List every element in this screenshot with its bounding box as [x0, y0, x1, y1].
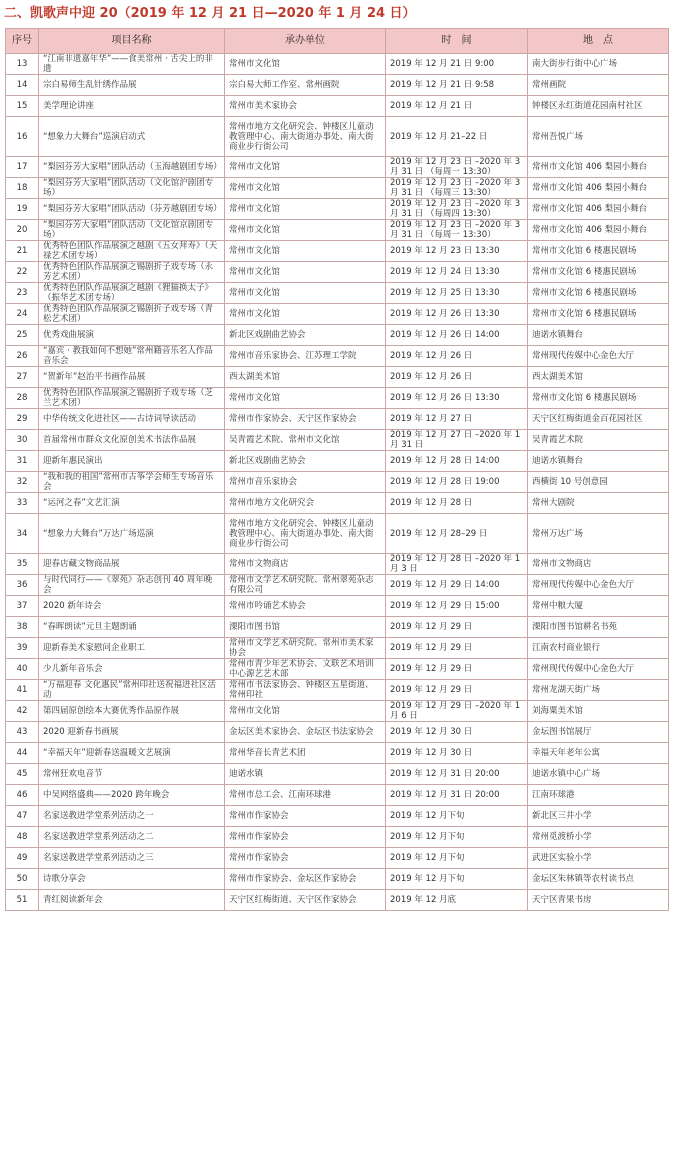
row-organizer: 常州市音乐家协会、江苏理工学院	[225, 346, 386, 367]
row-index: 37	[6, 596, 39, 617]
row-organizer: 常州市文化馆	[225, 157, 386, 178]
row-time: 2019 年 12 月 26 日 13:30	[386, 304, 528, 325]
row-location: 新北区三井小学	[528, 806, 669, 827]
row-location: 常州市文化馆 406 梨园小舞台	[528, 157, 669, 178]
table-row	[6, 554, 669, 575]
row-location: 刘海粟美术馆	[528, 701, 669, 722]
row-project: 优秀特色团队作品展演之锡剧折子戏专场（芝兰艺术团）	[39, 388, 225, 409]
table-row	[6, 220, 669, 241]
row-location: 常州市文化馆 406 梨园小舞台	[528, 220, 669, 241]
row-organizer: 常州市文化馆	[225, 220, 386, 241]
row-location: 常州市文化馆 6 楼惠民剧场	[528, 283, 669, 304]
row-index: 28	[6, 388, 39, 409]
row-time: 2019 年 12 月 21 日 9:00	[386, 54, 528, 75]
row-index: 45	[6, 764, 39, 785]
row-index: 27	[6, 367, 39, 388]
header-time: 时 间	[386, 29, 528, 54]
row-location: 常州万达广场	[528, 514, 669, 554]
row-location: 常州现代传媒中心金色大厅	[528, 575, 669, 596]
table-row	[6, 451, 669, 472]
table-row	[6, 199, 669, 220]
row-location: 南大街步行街中心广场	[528, 54, 669, 75]
row-time: 2019 年 12 月 29 日 14:00	[386, 575, 528, 596]
row-organizer: 吴青霞艺术院、常州市文化馆	[225, 430, 386, 451]
row-location: 常州吾悦广场	[528, 117, 669, 157]
row-location: 西横街 10 号创意园	[528, 472, 669, 493]
row-time: 2019 年 12 月 29 日	[386, 617, 528, 638]
row-location: 常州市文化馆 6 楼惠民剧场	[528, 304, 669, 325]
row-time: 2019 年 12 月 28 日 –2020 年 1 月 3 日	[386, 554, 528, 575]
row-project: “运河之春”文艺汇演	[39, 493, 225, 514]
row-index: 50	[6, 869, 39, 890]
row-location: 江南环球港	[528, 785, 669, 806]
row-index: 22	[6, 262, 39, 283]
row-time: 2019 年 12 月 31 日 20:00	[386, 764, 528, 785]
row-index: 26	[6, 346, 39, 367]
row-organizer: 常州市文化馆	[225, 241, 386, 262]
row-index: 38	[6, 617, 39, 638]
row-location: 金坛区朱林镇等农村读书点	[528, 869, 669, 890]
table-row	[6, 764, 669, 785]
row-project: “我和我的祖国”常州市古筝学会师生专场音乐会	[39, 472, 225, 493]
row-project: “嘉宾 · 教我如何不想她”常州籍音乐名人作品音乐会	[39, 346, 225, 367]
table-row	[6, 638, 669, 659]
row-organizer: 常州市作家协会	[225, 806, 386, 827]
row-organizer: 新北区戏剧曲艺协会	[225, 325, 386, 346]
row-project: “想象力大舞台”万达广场巡演	[39, 514, 225, 554]
table-row	[6, 514, 669, 554]
events-table	[5, 28, 669, 911]
row-index: 33	[6, 493, 39, 514]
table-row	[6, 75, 669, 96]
table-row	[6, 262, 669, 283]
row-location: 迪诺水镇舞台	[528, 451, 669, 472]
row-time: 2019 年 12 月 23 日 –2020 年 3 月 31 日 （每周四 13:30）	[386, 199, 528, 220]
row-location: 溧阳市图书馆耕名书苑	[528, 617, 669, 638]
row-index: 44	[6, 743, 39, 764]
table-body	[6, 54, 669, 911]
row-location: 常州觅渡桥小学	[528, 827, 669, 848]
row-organizer: 迪诺水镇	[225, 764, 386, 785]
row-location: 江南农村商业银行	[528, 638, 669, 659]
row-index: 29	[6, 409, 39, 430]
row-project: 名家送教进学堂系列活动之二	[39, 827, 225, 848]
row-project: “梨园芬芳大家唱”团队活动（芬芳越剧团专场）	[39, 199, 225, 220]
row-index: 42	[6, 701, 39, 722]
row-time: 2019 年 12 月 25 日 13:30	[386, 283, 528, 304]
row-project: 名家送教进学堂系列活动之一	[39, 806, 225, 827]
row-project: “贺新年”赵治平书画作品展	[39, 367, 225, 388]
row-time: 2019 年 12 月下旬	[386, 869, 528, 890]
table-row	[6, 680, 669, 701]
row-time: 2019 年 12 月下旬	[386, 827, 528, 848]
row-location: 西太湖美术馆	[528, 367, 669, 388]
row-location: 武进区实验小学	[528, 848, 669, 869]
row-index: 25	[6, 325, 39, 346]
row-time: 2019 年 12 月 29 日	[386, 659, 528, 680]
header-project: 项目名称	[39, 29, 225, 54]
row-index: 16	[6, 117, 39, 157]
row-time: 2019 年 12 月 23 日 –2020 年 3 月 31 日 （每周一 13:30）	[386, 157, 528, 178]
table-row	[6, 848, 669, 869]
row-organizer: 常州市文化馆	[225, 701, 386, 722]
row-location: 常州市文化馆 406 梨园小舞台	[528, 199, 669, 220]
table-row	[6, 367, 669, 388]
table-row	[6, 701, 669, 722]
row-organizer: 常州市地方文化研究会、钟楼区儿童动教管理中心、南大街道办事处、南大街商业步行街公司	[225, 514, 386, 554]
row-index: 21	[6, 241, 39, 262]
row-location: 迪诺水镇中心广场	[528, 764, 669, 785]
row-project: 首届常州市群众文化原创美术书法作品展	[39, 430, 225, 451]
row-time: 2019 年 12 月 23 日 –2020 年 3 月 31 日 （每周一 13:30）	[386, 220, 528, 241]
table-row	[6, 325, 669, 346]
row-project: 优秀特色团队作品展演之锡剧折子戏专场（永芳艺术团）	[39, 262, 225, 283]
row-index: 49	[6, 848, 39, 869]
row-index: 15	[6, 96, 39, 117]
row-location: 天宁区红梅街道金百花园社区	[528, 409, 669, 430]
row-index: 48	[6, 827, 39, 848]
row-time: 2019 年 12 月 28 日 19:00	[386, 472, 528, 493]
row-location: 常州市文物商店	[528, 554, 669, 575]
row-organizer: 常州市文化馆	[225, 54, 386, 75]
row-organizer: 常州市文化馆	[225, 178, 386, 199]
row-location: 迪诺水镇舞台	[528, 325, 669, 346]
table-row	[6, 722, 669, 743]
table-row	[6, 785, 669, 806]
row-organizer: 常州市总工会、江南环球港	[225, 785, 386, 806]
row-time: 2019 年 12 月 26 日	[386, 346, 528, 367]
row-organizer: 天宁区红梅街道、天宁区作家协会	[225, 890, 386, 911]
table-row	[6, 304, 669, 325]
row-location: 常州市文化馆 6 楼惠民剧场	[528, 262, 669, 283]
table-row	[6, 743, 669, 764]
row-project: 中华传统文化进社区——古诗词导读活动	[39, 409, 225, 430]
row-location: 幸福天年老年公寓	[528, 743, 669, 764]
row-location: 常州龙湖天街广场	[528, 680, 669, 701]
table-row	[6, 157, 669, 178]
row-index: 14	[6, 75, 39, 96]
row-time: 2019 年 12 月 26 日	[386, 367, 528, 388]
row-organizer: 常州市作家协会、金坛区作家协会	[225, 869, 386, 890]
row-location: 天宁区青果书房	[528, 890, 669, 911]
row-organizer: 常州市地方文化研究会、钟楼区儿童动教管理中心、南大街道办事处、南大街商业步行街公司	[225, 117, 386, 157]
row-project: 2020 迎新春书画展	[39, 722, 225, 743]
row-index: 47	[6, 806, 39, 827]
row-time: 2019 年 12 月 27 日	[386, 409, 528, 430]
row-project: 美学理论讲座	[39, 96, 225, 117]
row-organizer: 常州市文化馆	[225, 262, 386, 283]
row-index: 46	[6, 785, 39, 806]
row-time: 2019 年 12 月 29 日	[386, 638, 528, 659]
table-row	[6, 117, 669, 157]
row-project: 优秀戏曲展演	[39, 325, 225, 346]
page-title: 二、凯歌声中迎 20（2019 年 12 月 21 日—2020 年 1 月 24 日）	[4, 6, 416, 21]
row-location: 常州市文化馆 6 楼惠民剧场	[528, 388, 669, 409]
row-index: 39	[6, 638, 39, 659]
table-row	[6, 283, 669, 304]
row-project: “梨园芬芳大家唱”团队活动（文化馆京剧团专场）	[39, 220, 225, 241]
row-project: 优秀特色团队作品展演之锡剧折子戏专场（青松艺术团）	[39, 304, 225, 325]
row-index: 35	[6, 554, 39, 575]
row-index: 19	[6, 199, 39, 220]
row-time: 2019 年 12 月 23 日 13:30	[386, 241, 528, 262]
table-row	[6, 659, 669, 680]
table-row	[6, 409, 669, 430]
row-index: 18	[6, 178, 39, 199]
row-time: 2019 年 12 月 23 日 –2020 年 3 月 31 日 （每周三 13:30）	[386, 178, 528, 199]
row-time: 2019 年 12 月 26 日 14:00	[386, 325, 528, 346]
row-index: 17	[6, 157, 39, 178]
row-project: 第四届原创绘本大赛优秀作品原作展	[39, 701, 225, 722]
row-time: 2019 年 12 月 30 日	[386, 743, 528, 764]
row-organizer: 西太湖美术馆	[225, 367, 386, 388]
row-organizer: 常州市文化馆	[225, 304, 386, 325]
row-index: 20	[6, 220, 39, 241]
row-index: 31	[6, 451, 39, 472]
row-organizer: 常州市文化馆	[225, 388, 386, 409]
table-row	[6, 388, 669, 409]
row-index: 51	[6, 890, 39, 911]
row-time: 2019 年 12 月 29 日 –2020 年 1 月 6 日	[386, 701, 528, 722]
row-time: 2019 年 12 月 21 日	[386, 96, 528, 117]
table-row	[6, 241, 669, 262]
row-project: 名家送教进学堂系列活动之三	[39, 848, 225, 869]
row-location: 常州市文化馆 406 梨园小舞台	[528, 178, 669, 199]
row-organizer: 新北区戏剧曲艺协会	[225, 451, 386, 472]
row-project: 迎春店藏文物商品展	[39, 554, 225, 575]
row-project: 诗歌分享会	[39, 869, 225, 890]
row-organizer: 常州市文化馆	[225, 199, 386, 220]
row-index: 30	[6, 430, 39, 451]
row-organizer: 常州华音长青艺术团	[225, 743, 386, 764]
row-project: “万福迎春 文化惠民”常州印社送祝福进社区活动	[39, 680, 225, 701]
row-location: 常州大剧院	[528, 493, 669, 514]
row-organizer: 常州市书法家协会、钟楼区五星街道、常州印社	[225, 680, 386, 701]
row-organizer: 常州市地方文化研究会	[225, 493, 386, 514]
row-organizer: 常州市文学艺术研究院、常州翠苑杂志有限公司	[225, 575, 386, 596]
row-index: 34	[6, 514, 39, 554]
row-index: 32	[6, 472, 39, 493]
table-row	[6, 430, 669, 451]
row-time: 2019 年 12 月底	[386, 890, 528, 911]
row-project: 迎新春美术家慰问企业职工	[39, 638, 225, 659]
row-location: 常州中粮大厦	[528, 596, 669, 617]
row-organizer: 常州市作家协会	[225, 848, 386, 869]
table-row	[6, 869, 669, 890]
row-organizer: 宗白易大师工作室、常州画院	[225, 75, 386, 96]
row-organizer: 常州市青少年艺术协会、文联艺术培训中心源艺艺术部	[225, 659, 386, 680]
row-time: 2019 年 12 月 26 日 13:30	[386, 388, 528, 409]
table-row	[6, 346, 669, 367]
table-row	[6, 493, 669, 514]
row-index: 24	[6, 304, 39, 325]
row-time: 2019 年 12 月 29 日 15:00	[386, 596, 528, 617]
row-time: 2019 年 12 月 27 日 –2020 年 1 月 31 日	[386, 430, 528, 451]
table-row	[6, 472, 669, 493]
row-project: 常州狂欢电音节	[39, 764, 225, 785]
row-organizer: 溧阳市图书馆	[225, 617, 386, 638]
row-project: “春晖朗读”元旦主题朗诵	[39, 617, 225, 638]
row-index: 41	[6, 680, 39, 701]
row-index: 43	[6, 722, 39, 743]
table-row	[6, 890, 669, 911]
row-location: 常州画院	[528, 75, 669, 96]
row-time: 2019 年 12 月 31 日 20:00	[386, 785, 528, 806]
table-row	[6, 806, 669, 827]
table-row	[6, 596, 669, 617]
row-time: 2019 年 12 月 28 日 14:00	[386, 451, 528, 472]
row-organizer: 常州市作家协会	[225, 827, 386, 848]
row-project: “幸福天年”迎新春送温暖文艺展演	[39, 743, 225, 764]
table-row	[6, 178, 669, 199]
table-row	[6, 575, 669, 596]
header-index: 序号	[6, 29, 39, 54]
row-time: 2019 年 12 月 21–22 日	[386, 117, 528, 157]
row-location: 吴青霞艺术院	[528, 430, 669, 451]
row-organizer: 常州市美术家协会	[225, 96, 386, 117]
row-time: 2019 年 12 月 24 日 13:30	[386, 262, 528, 283]
row-organizer: 常州市作家协会、天宁区作家协会	[225, 409, 386, 430]
row-project: “梨园芬芳大家唱”团队活动（玉海越剧团专场）	[39, 157, 225, 178]
row-time: 2019 年 12 月 28 日	[386, 493, 528, 514]
table-row	[6, 96, 669, 117]
row-project: “江南非遗嘉年华”——食美常州 · 舌尖上的非遗	[39, 54, 225, 75]
row-location: 常州市文化馆 6 楼惠民剧场	[528, 241, 669, 262]
row-location: 钟楼区永红街道花园南村社区	[528, 96, 669, 117]
row-project: 2020 新年诗会	[39, 596, 225, 617]
row-index: 13	[6, 54, 39, 75]
row-project: 少儿新年音乐会	[39, 659, 225, 680]
row-project: 青红阅读新年会	[39, 890, 225, 911]
row-organizer: 常州市吟诵艺术协会	[225, 596, 386, 617]
table-row	[6, 827, 669, 848]
row-location: 常州现代传媒中心金色大厅	[528, 346, 669, 367]
table-header-row	[6, 29, 669, 54]
row-project: 迎新年惠民演出	[39, 451, 225, 472]
row-organizer: 常州市文化馆	[225, 283, 386, 304]
row-project: 与时代同行——《翠苑》杂志创刊 40 周年晚会	[39, 575, 225, 596]
row-time: 2019 年 12 月下旬	[386, 806, 528, 827]
row-index: 36	[6, 575, 39, 596]
row-organizer: 常州市文学艺术研究院、常州市美术家协会	[225, 638, 386, 659]
row-index: 40	[6, 659, 39, 680]
row-time: 2019 年 12 月 29 日	[386, 680, 528, 701]
row-project: 优秀特色团队作品展演之越剧《五女拜寿》（天禄艺术团专场）	[39, 241, 225, 262]
row-time: 2019 年 12 月 28–29 日	[386, 514, 528, 554]
row-time: 2019 年 12 月下旬	[386, 848, 528, 869]
table-row	[6, 54, 669, 75]
row-organizer: 金坛区美术家协会、金坛区书法家协会	[225, 722, 386, 743]
row-project: “梨园芬芳大家唱”团队活动（文化馆沪剧团专场）	[39, 178, 225, 199]
row-project: “想象力大舞台”巡演启动式	[39, 117, 225, 157]
row-project: 宗白易师生乱针绣作品展	[39, 75, 225, 96]
table-row	[6, 617, 669, 638]
header-organizer: 承办单位	[225, 29, 386, 54]
row-organizer: 常州市音乐家协会	[225, 472, 386, 493]
row-time: 2019 年 12 月 30 日	[386, 722, 528, 743]
row-organizer: 常州市文物商店	[225, 554, 386, 575]
row-project: 优秀特色团队作品展演之越剧《狸猫换太子》（振华艺术团专场）	[39, 283, 225, 304]
row-time: 2019 年 12 月 21 日 9:58	[386, 75, 528, 96]
row-project: 中吴网络盛典——2020 跨年晚会	[39, 785, 225, 806]
row-location: 金坛图书馆展厅	[528, 722, 669, 743]
row-index: 23	[6, 283, 39, 304]
row-location: 常州现代传媒中心金色大厅	[528, 659, 669, 680]
header-location: 地 点	[528, 29, 669, 54]
